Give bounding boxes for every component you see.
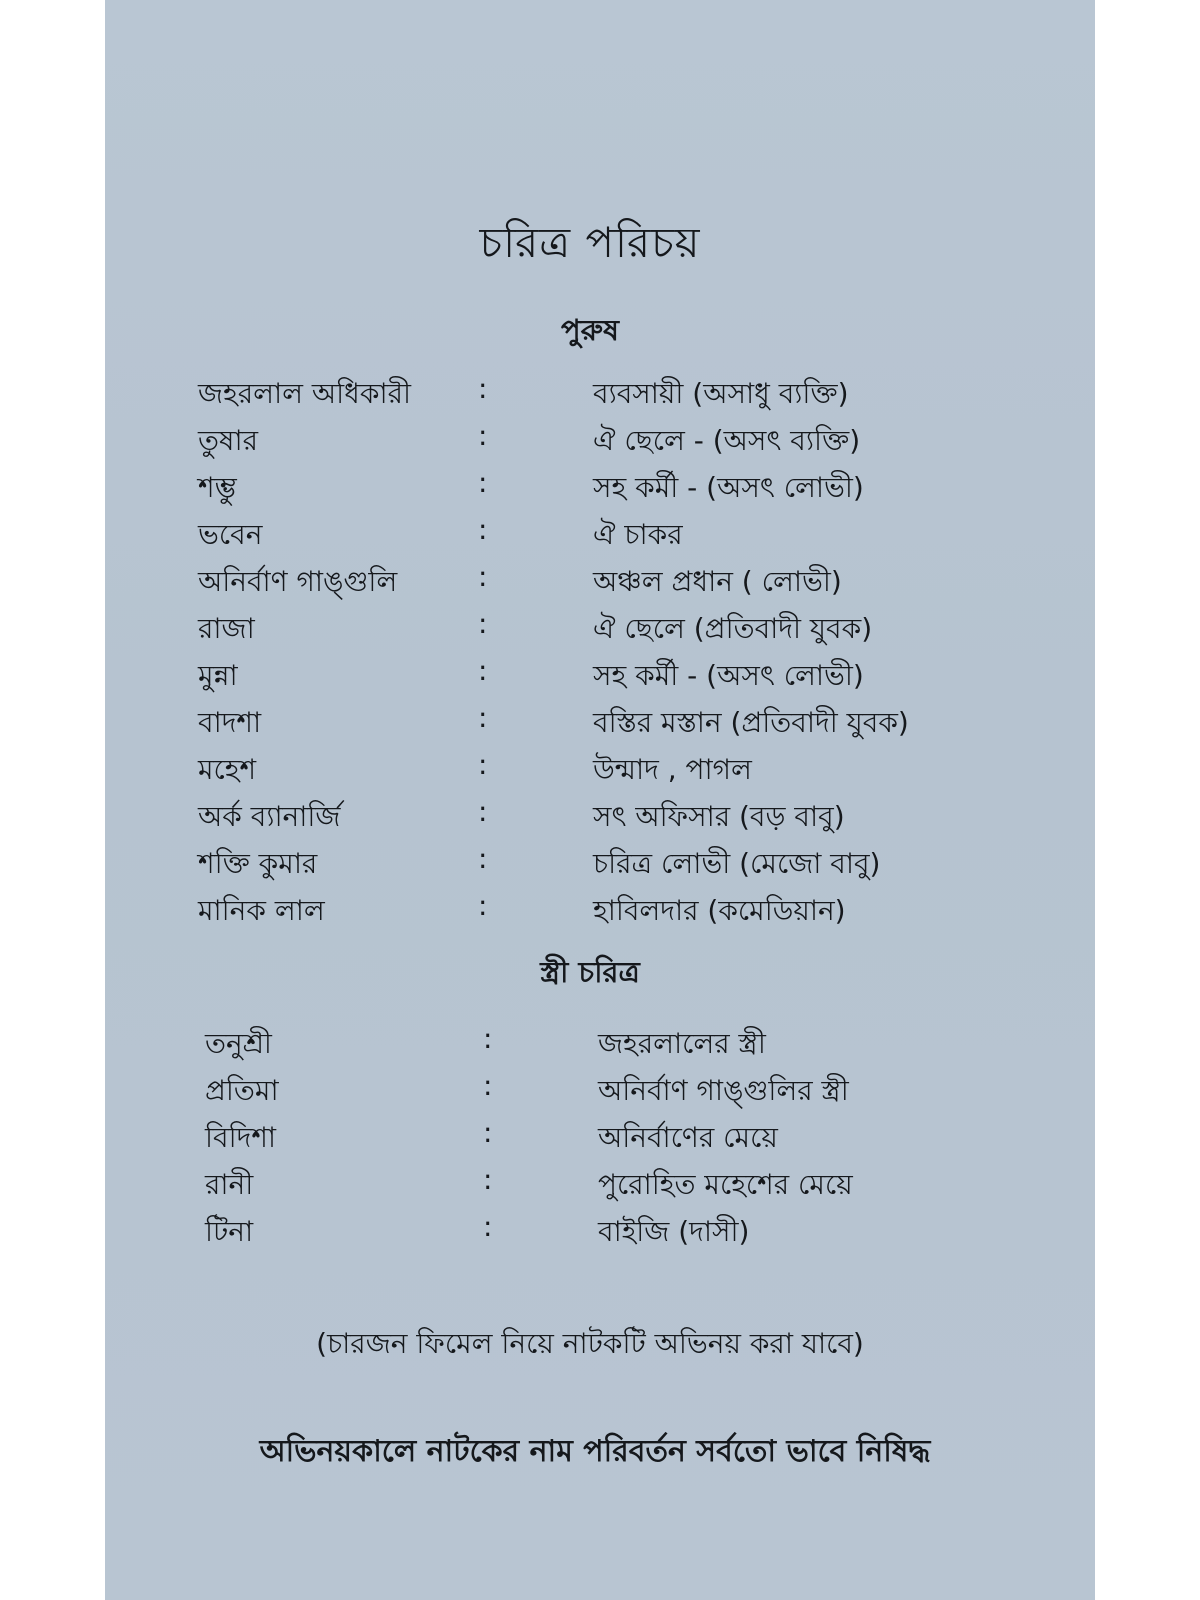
character-name: ভবেন: [198, 518, 263, 551]
separator-colon: :: [483, 1210, 493, 1243]
separator-colon: :: [478, 701, 488, 734]
character-role: সহ কর্মী - (অসৎ লোভী): [593, 471, 864, 504]
character-row: [105, 513, 1095, 560]
character-name: মহেশ: [198, 753, 257, 786]
character-row: [105, 748, 1095, 795]
character-role: হাবিলদার (কমেডিয়ান): [593, 894, 846, 927]
character-row: [105, 795, 1095, 842]
character-name: তনুশ্রী: [205, 1027, 272, 1060]
character-role: অনির্বাণ গাঙ্গুলির স্ত্রী: [598, 1074, 849, 1107]
male-section-heading: পুরুষ: [561, 313, 619, 347]
character-row: [105, 607, 1095, 654]
character-row: [105, 1069, 1095, 1116]
character-role: ব্যবসায়ী (অসাধু ব্যক্তি): [593, 377, 849, 410]
character-name: রাজা: [198, 612, 255, 645]
male-character-list: [105, 372, 1095, 936]
character-name: মুন্না: [198, 659, 238, 692]
separator-colon: :: [483, 1163, 493, 1196]
separator-colon: :: [478, 372, 488, 405]
character-role: উন্মাদ , পাগল: [593, 753, 752, 786]
character-name: বাদশা: [198, 706, 262, 739]
character-row: [105, 560, 1095, 607]
character-name: রানী: [205, 1168, 254, 1201]
character-row: [105, 701, 1095, 748]
character-role: সৎ অফিসার (বড় বাবু): [593, 800, 845, 833]
character-row: [105, 372, 1095, 419]
character-row: [105, 654, 1095, 701]
character-row: [105, 1210, 1095, 1257]
character-name: অর্ক ব্যানার্জি: [198, 800, 341, 833]
separator-colon: :: [478, 842, 488, 875]
character-name: শম্ভু: [198, 471, 237, 504]
character-row: [105, 1163, 1095, 1210]
character-role: পুরোহিত মহেশের মেয়ে: [598, 1168, 853, 1201]
separator-colon: :: [483, 1116, 493, 1149]
separator-colon: :: [478, 607, 488, 640]
female-character-list: [105, 1022, 1095, 1257]
separator-colon: :: [483, 1022, 493, 1055]
separator-colon: :: [478, 654, 488, 687]
character-role: অঞ্চল প্রধান ( লোভী): [593, 565, 842, 598]
character-role: ঐ চাকর: [593, 518, 683, 551]
character-name: বিদিশা: [205, 1121, 277, 1154]
page-title: চরিত্র পরিচয়: [479, 218, 701, 267]
character-row: [105, 1116, 1095, 1163]
character-role: বস্তির মস্তান (প্রতিবাদী যুবক): [593, 706, 909, 739]
separator-colon: :: [483, 1069, 493, 1102]
separator-colon: :: [478, 513, 488, 546]
casting-note: (চারজন ফিমেল নিয়ে নাটকটি অভিনয় করা যাবে): [316, 1327, 864, 1360]
character-row: [105, 842, 1095, 889]
female-section-heading: স্ত্রী চরিত্র: [540, 955, 640, 989]
separator-colon: :: [478, 560, 488, 593]
separator-colon: :: [478, 795, 488, 828]
character-row: [105, 889, 1095, 936]
character-row: [105, 419, 1095, 466]
character-row: [105, 466, 1095, 513]
character-name: তুষার: [198, 424, 258, 457]
character-role: অনির্বাণের মেয়ে: [598, 1121, 778, 1154]
character-name: অনির্বাণ গাঙ্গুলি: [198, 565, 398, 598]
separator-colon: :: [478, 748, 488, 781]
character-role: ঐ ছেলে - (অসৎ ব্যক্তি): [593, 424, 861, 457]
character-role: বাইজি (দাসী): [598, 1215, 750, 1248]
character-name: টিনা: [205, 1215, 254, 1248]
character-name: জহরলাল অধিকারী: [198, 377, 411, 410]
character-role: জহরলালের স্ত্রী: [598, 1027, 766, 1060]
book-page: [105, 0, 1095, 1600]
separator-colon: :: [478, 466, 488, 499]
character-role: সহ কর্মী - (অসৎ লোভী): [593, 659, 864, 692]
character-role: চরিত্র লোভী (মেজো বাবু): [593, 847, 881, 880]
character-name: মানিক লাল: [198, 894, 325, 927]
name-change-warning: অভিনয়কালে নাটকের নাম পরিবর্তন সর্বতো ভাবে নিষিদ্ধ: [259, 1434, 931, 1469]
character-row: [105, 1022, 1095, 1069]
separator-colon: :: [478, 889, 488, 922]
character-name: শক্তি কুমার: [198, 847, 318, 880]
character-name: প্রতিমা: [205, 1074, 279, 1107]
separator-colon: :: [478, 419, 488, 452]
character-role: ঐ ছেলে (প্রতিবাদী যুবক): [593, 612, 873, 645]
